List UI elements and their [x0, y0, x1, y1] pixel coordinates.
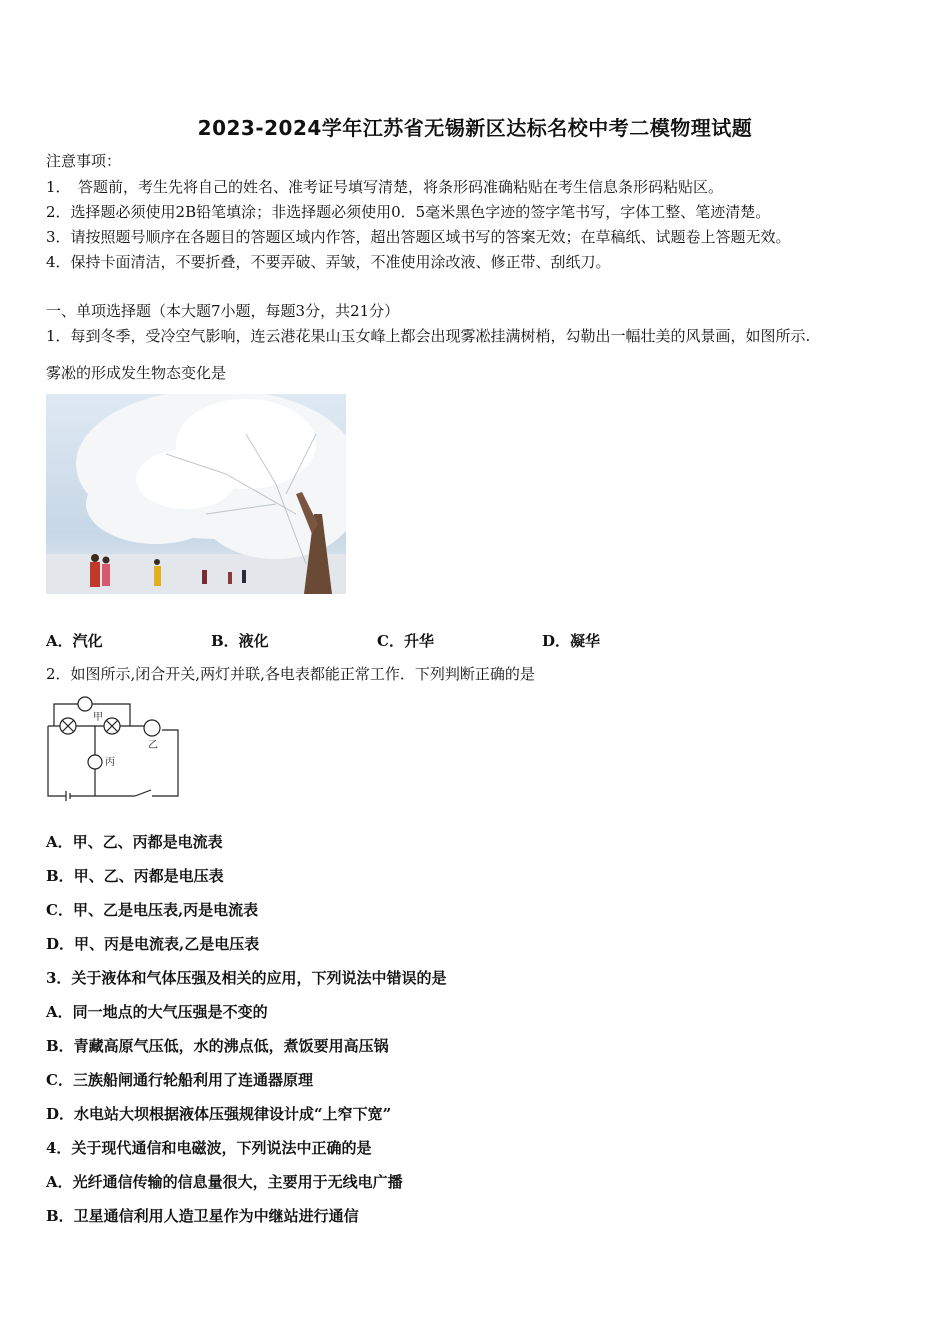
q3-option-d[interactable]: D．水电站大坝根据液体压强规律设计成“上窄下宽” — [46, 1105, 392, 1123]
question-1-stem: 1．每到冬季，受冷空气影响，连云港花果山玉女峰上都会出现雾凇挂满树梢，勾勒出一幅壮美的风景画，如图所示. — [46, 327, 811, 345]
question-2-stem: 2．如图所示,闭合开关,两灯并联,各电表都能正常工作．下列判断正确的是 — [46, 665, 535, 683]
question-4-stem: 4．关于现代通信和电磁波，下列说法中正确的是 — [46, 1139, 372, 1157]
q3-option-c[interactable]: C．三族船闸通行轮船利用了连通器原理 — [46, 1071, 313, 1089]
q2-option-b[interactable]: B．甲、乙、丙都是电压表 — [46, 867, 224, 885]
q3-option-b[interactable]: B．青藏高原气压低，水的沸点低，煮饭要用高压锅 — [46, 1037, 389, 1055]
q1-option-b[interactable]: B．液化 — [211, 632, 269, 650]
meter-bing-label: 丙 — [105, 757, 115, 768]
q1-option-a[interactable]: A．汽化 — [46, 632, 103, 650]
q1-option-c[interactable]: C．升华 — [377, 632, 434, 650]
meter-yi-label: 乙 — [148, 740, 158, 751]
circuit-diagram — [40, 694, 190, 804]
question-1-stem-cont: 雾凇的形成发生物态变化是 — [46, 364, 227, 382]
q4-option-a[interactable]: A．光纤通信传输的信息量很大，主要用于无线电广播 — [46, 1173, 403, 1191]
q2-option-c[interactable]: C．甲、乙是电压表,丙是电流表 — [46, 901, 259, 919]
notice-item: 1． 答题前，考生先将自己的姓名、准考证号填写清楚，将条形码准确粘贴在考生信息条形码粘贴区。 — [46, 178, 724, 196]
notice-item: 4．保持卡面清洁，不要折叠，不要弄破、弄皱，不准使用涂改液、修正带、刮纸刀。 — [46, 253, 611, 271]
notice-heading: 注意事项： — [46, 152, 122, 170]
q1-option-d[interactable]: D．凝华 — [542, 632, 601, 650]
section-heading: 一、单项选择题（本大题7小题，每题3分，共21分） — [46, 302, 400, 320]
q3-option-a[interactable]: A．同一地点的大气压强是不变的 — [46, 1003, 268, 1021]
rime-tree-photo — [46, 394, 346, 594]
exam-title: 2023-2024学年江苏省无锡新区达标名校中考二模物理试题 — [197, 116, 753, 140]
question-3-stem: 3．关于液体和气体压强及相关的应用，下列说法中错误的是 — [46, 969, 447, 987]
meter-jia-label: 甲 — [93, 712, 103, 723]
notice-item: 3．请按照题号顺序在各题目的答题区域内作答，超出答题区域书写的答案无效；在草稿纸、试题卷上答题无效。 — [46, 228, 791, 246]
notice-item: 2．选择题必须使用2B铅笔填涂；非选择题必须使用0．5毫米黑色字迹的签字笔书写，字体工整、笔迹清楚。 — [46, 203, 771, 221]
q2-option-a[interactable]: A．甲、乙、丙都是电流表 — [46, 833, 223, 851]
q4-option-b[interactable]: B．卫星通信利用人造卫星作为中继站进行通信 — [46, 1207, 359, 1225]
q2-option-d[interactable]: D．甲、丙是电流表,乙是电压表 — [46, 935, 260, 953]
